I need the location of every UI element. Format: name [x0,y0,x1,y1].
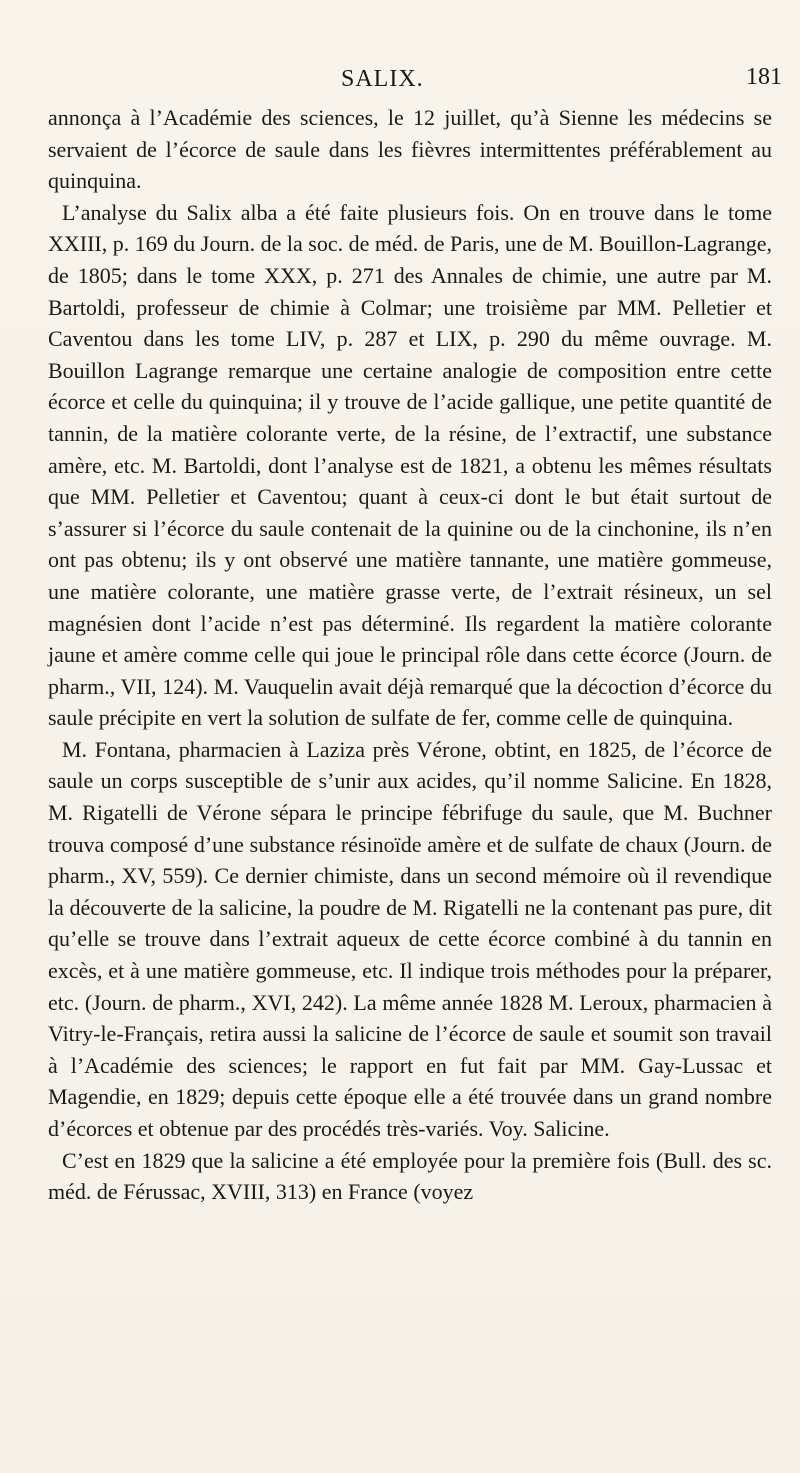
paragraph-1: annonça à l’Académie des sciences, le 12 juillet, qu’à Sienne les médecins se servaient de l’écorce de saule dans les fièvres intermittentes préférablement au quinquina. [48,105,772,194]
paragraph-3: M. Fontana, pharmacien à Laziza près Vérone, obtint, en 1825, de l’écorce de saule un corps susceptible de s’unir aux acides, qu’il nomme Salicine. En 1828, M. Rigatelli de Vérone sépara le principe fébrifuge du saule, que M. Buchner trouva composé d’une substance résinoïde amère et de sulfate de chaux (Journ. de pharm., XV, 559). Ce dernier chimiste, dans un second mémoire où il revendique la découverte de la salicine, la poudre de M. Rigatelli ne la contenant pas pure, dit qu’elle se trouve dans l’extrait aqueux de cette écorce combiné à du tannin en excès, et à une matière gommeuse, etc. Il indique trois méthodes pour la préparer, etc. (Journ. de pharm., XVI, 242). La même année 1828 M. Leroux, pharmacien à Vitry-le-Français, retira aussi la salicine de l’écorce de saule et soumit son travail à l’Académie des sciences; le rapport en fut fait par MM. Gay-Lussac et Magendie, en 1829; depuis cette époque elle a été trouvée dans un grand nombre d’écorces et obtenue par des procédés très-variés. Voy. Salicine. [48,736,772,1141]
running-head: SALIX. [341,66,424,92]
page-header [0,60,800,100]
paragraph-2: L’analyse du Salix alba a été faite plusieurs fois. On en trouve dans le tome XXIII, p. 169 du Journ. de la soc. de méd. de Paris, une de M. Bouillon-Lagrange, de 1805; dans le tome XXX, p. 271 des Annales de chimie, une autre par M. Bartoldi, professeur de chimie à Colmar; une troisième par MM. Pelletier et Caventou dans les tome LIV, p. 287 et LIX, p. 290 du même ouvrage. M. Bouillon Lagrange remarque une certaine analogie de composition entre cette écorce et celle du quinquina; il y trouve de l’acide gallique, une petite quantité de tannin, de la matière colorante verte, de la résine, de l’extractif, une substance amère, etc. M. Bartoldi, dont l’analyse est de 1821, a obtenu les mêmes résultats que MM. Pelletier et Caventou; quant à ceux-ci dont le but était surtout de s’assurer si l’écorce du saule contenait de la quinine ou de la cinchonine, ils n’en ont pas obtenu; ils y ont observé une matière tannante, une matière gommeuse, une matière colorante, une matière grasse verte, de l’extrait résineux, un sel magnésien dont l’acide n’est pas déterminé. Ils regardent la matière colorante jaune et amère comme celle qui joue le principal rôle dans cette écorce (Journ. de pharm., VII, 124). M. Vauquelin avait déjà remarqué que la décoction d’écorce du saule précipite en vert la solution de sulfate de fer, comme celle de quinquina. [48,199,773,731]
paragraph-4: C’est en 1829 que la salicine a été employée pour la première fois (Bull. des sc. méd. de Férussac, XVIII, 313) en France (voyez [48,1147,772,1205]
body-text [48,102,772,1208]
page-number: 181 [746,64,782,90]
